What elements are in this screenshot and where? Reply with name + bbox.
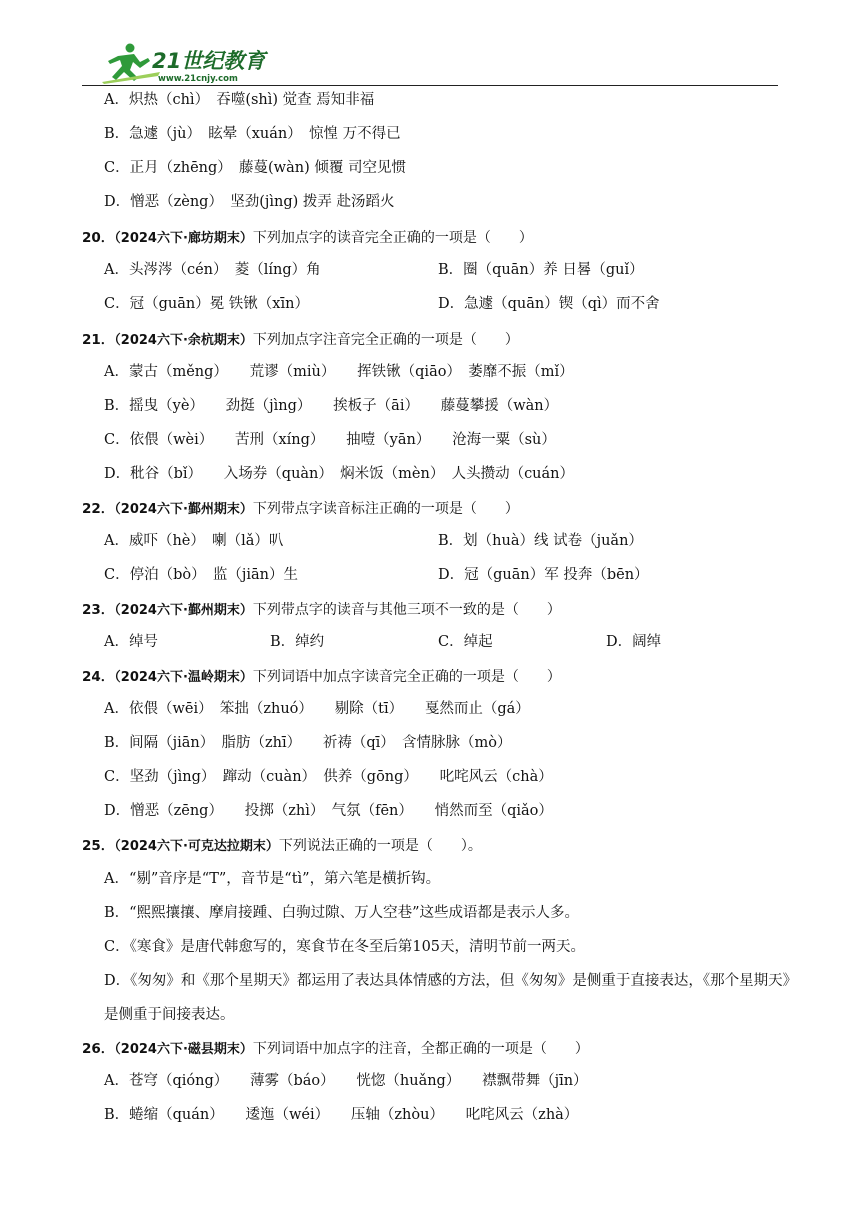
question-21	[82, 330, 519, 351]
header-rule	[82, 85, 778, 86]
question-source: （2024六下·廊坊期末）	[114, 231, 253, 246]
logo-url: www.21cnjy.com	[158, 74, 238, 84]
question-source: （2024六下·磁县期末）	[114, 1042, 253, 1057]
question-number: 25．	[82, 838, 115, 854]
option-b: B．圈（quān）养 日晷（guǐ）	[438, 262, 644, 278]
option-c: C．坚劲（jìng） 蹿动（cuàn） 供养（gōng） 叱咤风云（chà）	[104, 769, 553, 785]
logo-text: 21世纪教育	[152, 49, 266, 73]
option-d: D．阔绰	[606, 634, 662, 650]
question-23	[82, 600, 561, 621]
question-number: 23．	[82, 602, 115, 618]
question-26	[82, 1039, 589, 1060]
option-a: A．苍穹（qióng） 薄雾（báo） 恍惚（huǎng） 襟飘带舞（jīn）	[104, 1073, 588, 1089]
question-stem: 下列词语中加点字读音完全正确的一项是（ ）	[252, 669, 561, 685]
question-number: 24．	[82, 669, 115, 685]
option-a: A．蒙古（měng） 荒谬（miù） 挥铁锹（qiāo） 萎靡不振（mǐ）	[104, 364, 574, 380]
option-a: A．威吓（hè） 喇（lǎ）叭	[104, 533, 284, 549]
logo-21cnjy	[100, 40, 270, 84]
option-a: A．头涔涔（cén） 菱（líng）角	[104, 262, 321, 278]
option-b: B．绰约	[270, 634, 325, 650]
option-d: D．《匆匆》和《那个星期天》都运用了表达具体情感的方法，但《匆匆》是侧重于直接表达，《那个星期天》是侧重于间接表达。	[104, 973, 790, 1023]
option-b: B．间隔（jiān） 脂肪（zhī） 祈祷（qī） 含情脉脉（mò）	[104, 735, 512, 751]
question-stem: 下列词语中加点字的注音，全都正确的一项是（ ）	[252, 1041, 589, 1057]
option-a: A．依偎（wēi） 笨拙（zhuó） 剔除（tī） 戛然而止（gá）	[104, 701, 530, 717]
option-d: D．憎恶（zèng） 坚劲(jìng) 拨弄 赴汤蹈火	[104, 194, 395, 210]
option-b: B．摇曳（yè） 劲挺（jìng） 挨板子（āi） 藤蔓攀援（wàn）	[104, 398, 559, 414]
option-a: A．“剔”音序是“T”，音节是“tì”，第六笔是横折钩。	[104, 871, 441, 887]
option-b: B．急遽（jù） 眩晕（xuán） 惊惶 万不得已	[104, 126, 401, 142]
question-24	[82, 667, 561, 688]
option-d: D．急遽（quān）锲（qì）而不舍	[438, 296, 660, 312]
option-d: D．秕谷（bǐ） 入场券（quàn） 焖米饭（mèn） 人头攒动（cuán）	[104, 466, 575, 482]
option-d: D．冠（guān）军 投奔（bēn）	[438, 567, 649, 583]
question-stem: 下列说法正确的一项是（ ）。	[278, 838, 482, 854]
question-stem: 下列带点字读音标注正确的一项是（ ）	[252, 501, 519, 517]
question-source: （2024六下·可克达拉期末）	[114, 839, 279, 854]
question-number: 26．	[82, 1041, 115, 1057]
question-25	[82, 836, 482, 857]
question-source: （2024六下·余杭期末）	[114, 333, 253, 348]
option-b: B．蜷缩（quán） 逶迤（wéi） 压轴（zhòu） 叱咤风云（zhà）	[104, 1107, 579, 1123]
question-source: （2024六下·鄞州期末）	[114, 502, 253, 517]
question-source: （2024六下·温岭期末）	[114, 670, 253, 685]
question-stem: 下列加点字的读音完全正确的一项是（ ）	[252, 230, 533, 246]
option-c: C．停泊（bò） 监（jiān）生	[104, 567, 298, 583]
question-stem: 下列带点字的读音与其他三项不一致的是（ ）	[252, 602, 561, 618]
question-number: 20．	[82, 230, 115, 246]
option-b: B．划（huà）线 试卷（juǎn）	[438, 533, 643, 549]
question-20	[82, 228, 533, 249]
option-c: C．《寒食》是唐代韩愈写的，寒食节在冬至后第105天，清明节前一两天。	[104, 939, 586, 955]
option-c: C．依偎（wèi） 苦刑（xíng） 抽噎（yān） 沧海一粟（sù）	[104, 432, 556, 448]
option-a: A．绰号	[104, 634, 158, 650]
option-c: C．绰起	[438, 634, 493, 650]
option-d: D．憎恶（zēng） 投掷（zhì） 气氛（fēn） 悄然而至（qiǎo）	[104, 803, 553, 819]
question-number: 21．	[82, 332, 115, 348]
option-c: C．正月（zhēng） 藤蔓(wàn) 倾覆 司空见惯	[104, 160, 406, 176]
question-number: 22．	[82, 501, 115, 517]
option-c: C．冠（guān）冕 铁锹（xīn）	[104, 296, 309, 312]
option-a: A．炽热（chì） 吞噬(shì) 觉查 焉知非福	[104, 92, 375, 108]
question-stem: 下列加点字注音完全正确的一项是（ ）	[252, 332, 519, 348]
question-22	[82, 499, 519, 520]
question-source: （2024六下·鄞州期末）	[114, 603, 253, 618]
option-b: B．“熙熙攘攘、摩肩接踵、白驹过隙、万人空巷”这些成语都是表示人多。	[104, 905, 579, 921]
page-header	[0, 0, 860, 86]
